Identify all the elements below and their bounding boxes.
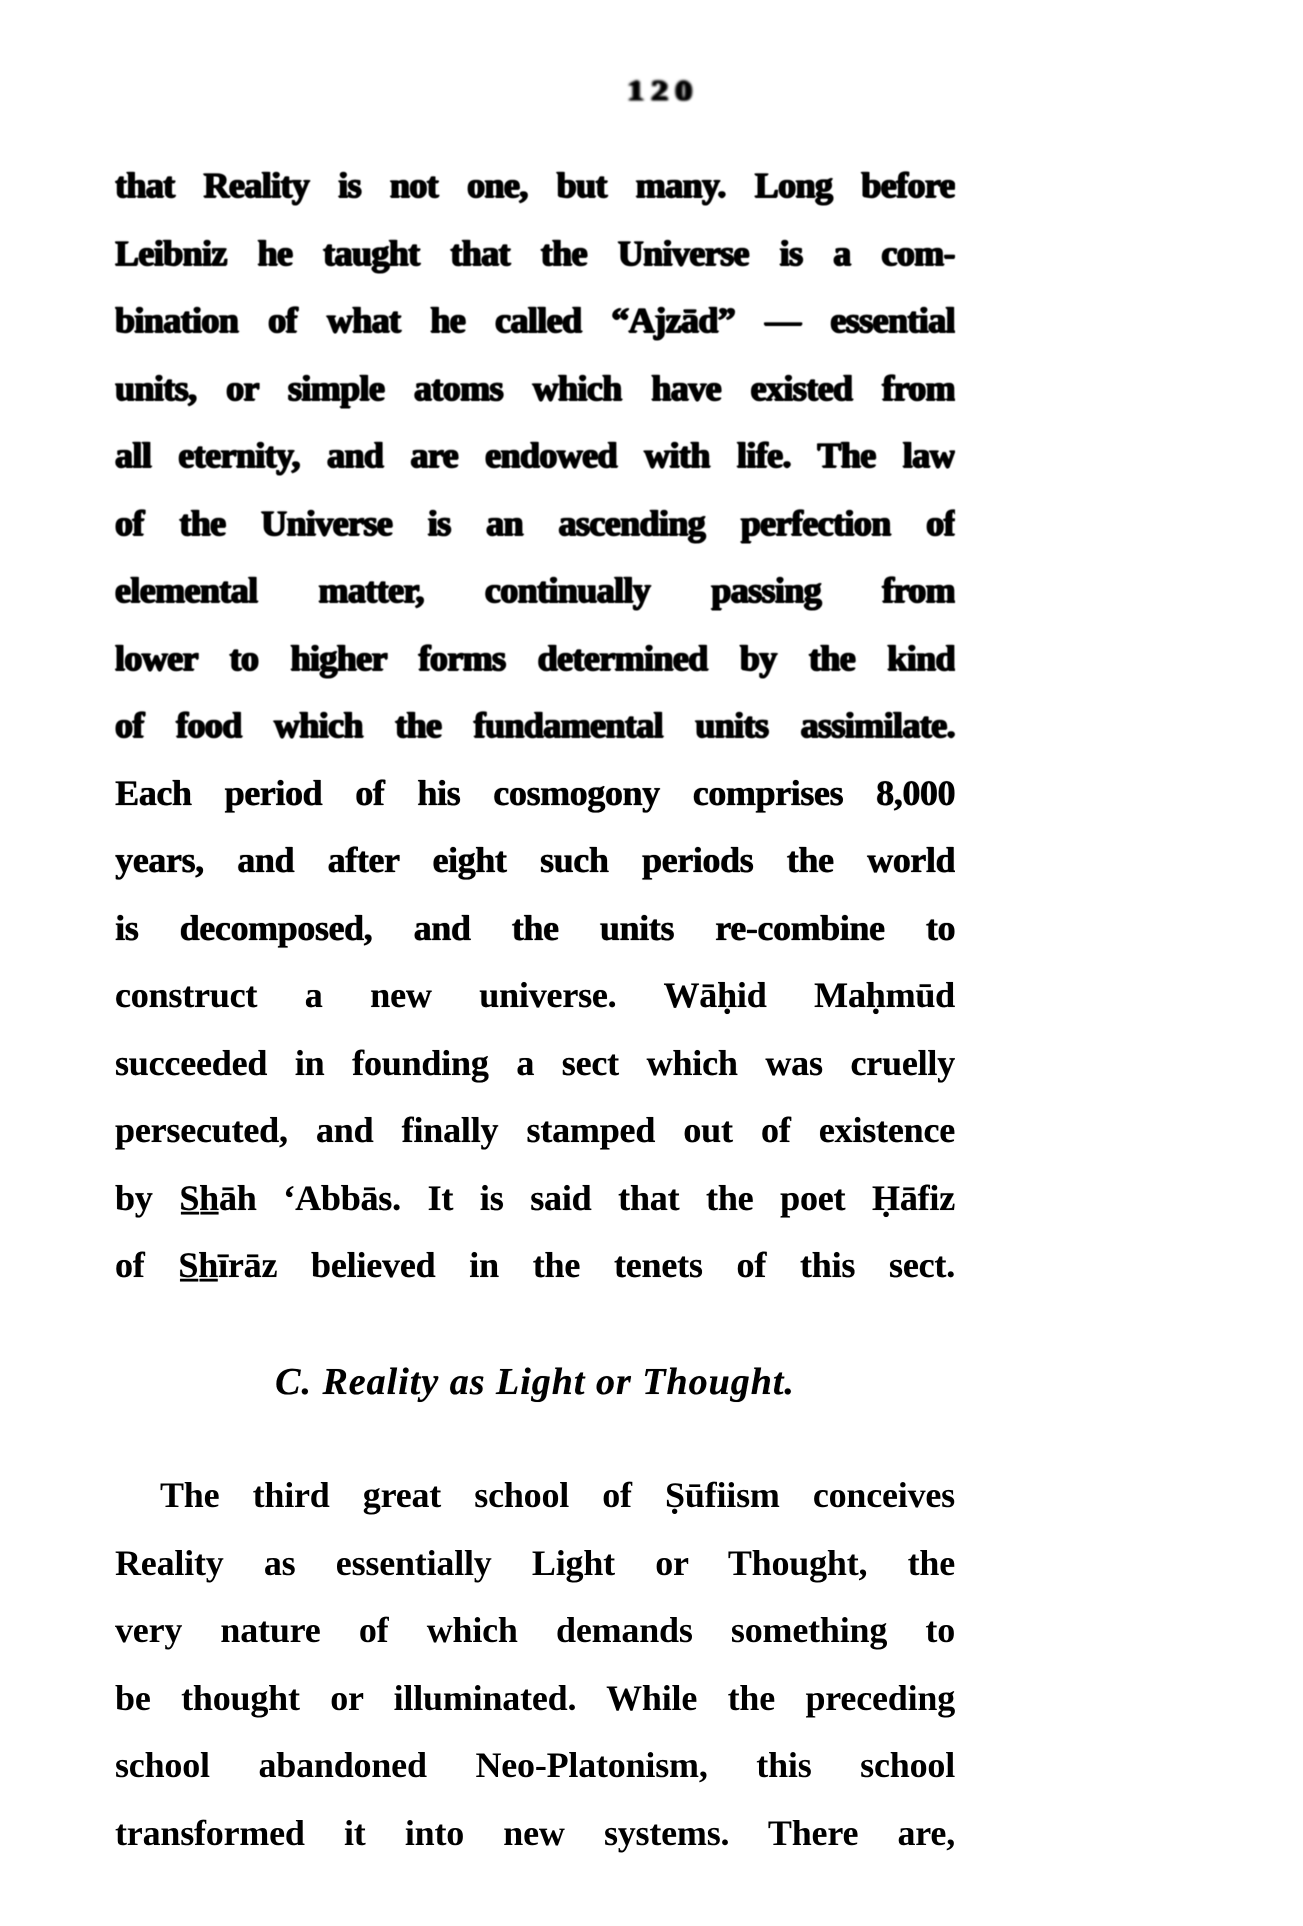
body-line: persecuted, and finally stamped out of existence bbox=[115, 1110, 955, 1150]
body-line: of S̲h̲īrāz believed in the tenets of this sect. bbox=[115, 1245, 955, 1285]
paragraph-2 bbox=[115, 1462, 955, 1867]
body-line: The third great school of Ṣūfiism conceives bbox=[160, 1475, 955, 1515]
body-line: bination of what he called “Ajzād” — essential bbox=[115, 300, 955, 340]
body-line: is decomposed, and the units re-combine to bbox=[115, 907, 955, 948]
body-line: units, or simple atoms which have existed from bbox=[115, 367, 955, 408]
body-line: school abandoned Neo-Platonism, this school bbox=[115, 1745, 955, 1785]
body-line: lower to higher forms determined by the kind bbox=[115, 637, 955, 678]
body-line: very nature of which demands something to bbox=[115, 1610, 955, 1650]
body-line: succeeded in founding a sect which was cruelly bbox=[115, 1042, 955, 1083]
body-line: transformed it into new systems. There are, bbox=[115, 1812, 955, 1853]
body-line: of food which the fundamental units assimilate. bbox=[115, 705, 955, 745]
body-line: construct a new universe. Wāḥid Maḥmūd bbox=[115, 975, 955, 1015]
body-line: all eternity, and are endowed with life. The law bbox=[115, 435, 955, 475]
paragraph-1 bbox=[115, 152, 955, 1300]
body-line: be thought or illuminated. While the preceding bbox=[115, 1677, 955, 1718]
body-line: Each period of his cosmogony comprises 8,000 bbox=[115, 772, 955, 813]
body-line: by S̲h̲āh ‘Abbās. It is said that the poet Ḥāfiz bbox=[115, 1177, 955, 1218]
body-line: years, and after eight such periods the world bbox=[115, 840, 955, 880]
body-line: elemental matter, continually passing from bbox=[115, 570, 955, 610]
body-line: Leibniz he taught that the Universe is a com- bbox=[115, 232, 955, 273]
body-line: of the Universe is an ascending perfection of bbox=[115, 502, 955, 543]
page-number: 120 bbox=[627, 74, 699, 107]
section-heading: C. Reality as Light or Thought. bbox=[275, 1361, 795, 1403]
body-line: Reality as essentially Light or Thought, the bbox=[115, 1542, 955, 1583]
body-line: that Reality is not one, but many. Long before bbox=[115, 165, 955, 205]
